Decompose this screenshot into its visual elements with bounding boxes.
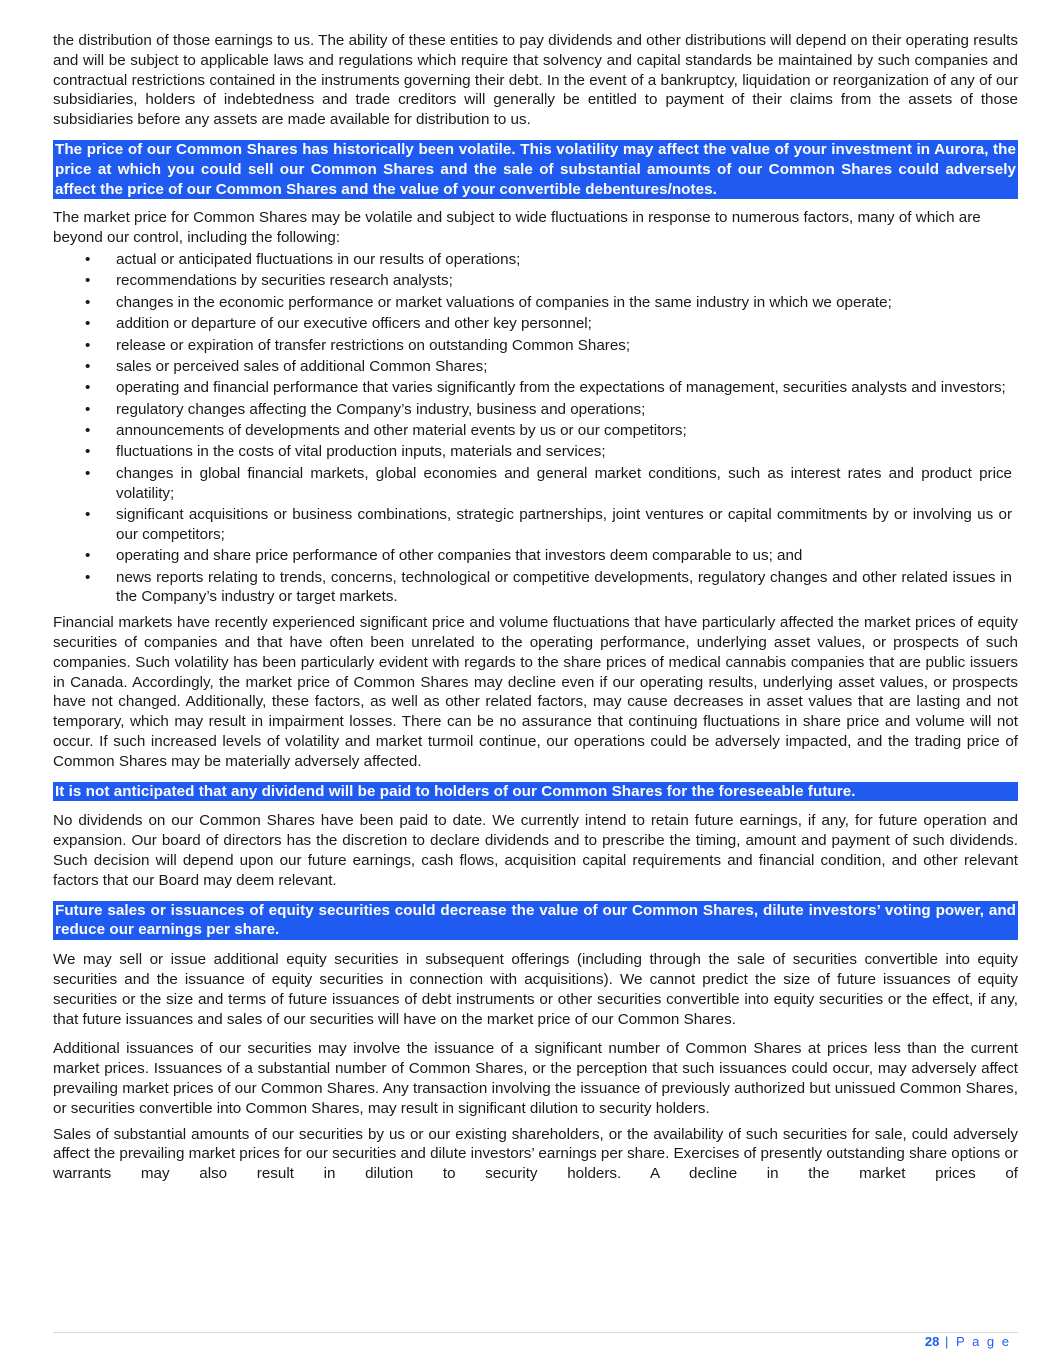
list-item: • recommendations by securities research analysts; xyxy=(85,272,453,290)
risk-heading-dividends: It is not anticipated that any dividend will be paid to holders of our Common Shares for the foreseeable future. xyxy=(53,782,1018,802)
list-item: • significant acquisitions or business combinations, strategic partnerships, joint ventures or capital commitments by or involving us or our competitors; xyxy=(85,506,1012,543)
bullet-icon: • xyxy=(85,293,91,311)
paragraph-no-dividends: No dividends on our Common Shares have been paid to date. We currently intend to retain future earnings, if any, for future operation and expansion. Our board of directors has the discretion to declare dividends and to prescribe the timing, amount and payment of such dividends. Such decision will depend upon our future earnings, cash flows, acquisition capital requirements and financial condition, and other relevant factors that our Board may deem relevant. xyxy=(53,812,1018,889)
list-item: • fluctuations in the costs of vital production inputs, materials and services; xyxy=(85,443,606,461)
list-item: • news reports relating to trends, concerns, technological or competitive developments, regulatory changes and other related issues in the Company’s industry or target markets. xyxy=(85,568,1012,606)
footer-separator: | xyxy=(945,1334,951,1349)
bullet-icon: • xyxy=(85,443,91,461)
list-item: • operating and financial performance that varies significantly from the expectations of management, securities analysts and investors; xyxy=(85,379,1006,397)
paragraph-financial-markets: Financial markets have recently experienced significant price and volume fluctuations that have particularly affected the market prices of equity securities of companies and that have often been unrelated to the operating performance, underlying asset values, or prospects of such companies. Such volatility has been particularly evident with regards to the share prices of medical cannabis companies that are public issuers in Canada. Accordingly, the market price of Common Shares may decline even if our operating results, underlying asset values, or prospects have not changed. Additionally, these factors, as well as other related factors, may cause decreases in asset values that are lasting and not temporary, which may result in impairment losses. There can be no assurance that continuing fluctuations in share price and volume will not occur. If such increased levels of volatility and market turmoil continue, our operations could be adversely impacted, and the trading price of Common Shares may be materially adversely affected. xyxy=(53,614,1018,770)
page-number: 28 xyxy=(924,1334,940,1349)
risk-heading-future-issuances: Future sales or issuances of equity securities could decrease the value of our Common Shares, dilute investors’ voting power, and reduce our earnings per share. xyxy=(55,901,1016,939)
list-item: • regulatory changes affecting the Company’s industry, business and operations; xyxy=(85,400,646,418)
list-item: • changes in the economic performance or market valuations of companies in the same industry in which we operate; xyxy=(85,293,892,311)
page-label: P a g e xyxy=(956,1334,1011,1349)
page-footer xyxy=(925,1334,1011,1349)
footer-divider xyxy=(53,1332,1018,1333)
list-item: • addition or departure of our executive officers and other key personnel; xyxy=(85,315,592,333)
list-item: • actual or anticipated fluctuations in our results of operations; xyxy=(85,250,521,268)
list-item: • sales or perceived sales of additional Common Shares; xyxy=(85,357,488,375)
bullet-icon: • xyxy=(85,464,91,482)
bullet-icon: • xyxy=(85,400,91,418)
risk-heading-price-volatility: The price of our Common Shares has historically been volatile. This volatility may affect the value of your investment in Aurora, the price at which you could sell our Common Shares and the sale of substantial amounts of our Common Shares could adversely affect the price of our Common Shares and the value of your convertible debentures/notes. xyxy=(55,140,1016,198)
list-item: • announcements of developments and other material events by us or our competitors; xyxy=(85,422,687,440)
list-item: • changes in global financial markets, global economies and general market conditions, such as interest rates and product price volatility; xyxy=(85,464,1012,502)
document-page xyxy=(53,31,1018,1184)
paragraph-additional-issuances: Additional issuances of our securities may involve the issuance of a significant number of Common Shares at prices less than the current market prices. Issuances of a substantial number of Common Shares, or the perception that such issuances could occur, may adversely affect prevailing market prices of our Common Shares. Any transaction involving the issuance of previously authorized but unissued Common Shares, or securities convertible into Common Shares, may result in significant dilution to security holders. xyxy=(53,1040,1018,1117)
bullet-icon: • xyxy=(85,315,91,333)
paragraph-market-price-intro: The market price for Common Shares may be volatile and subject to wide fluctuations in response to numerous factors, many of which are beyond our control, including the following: xyxy=(53,209,981,247)
paragraph-substantial-sales: Sales of substantial amounts of our securities by us or our existing shareholders, or the availability of such securities for sale, could adversely affect the prevailing market prices for our securities and dilute investors’ earnings per share. Exercises of presently outstanding share options or warrants may also result in dilution to security holders. A decline in the market prices of xyxy=(53,1125,1018,1183)
list-item: • release or expiration of transfer restrictions on outstanding Common Shares; xyxy=(85,336,631,354)
bullet-icon: • xyxy=(85,506,91,524)
paragraph-additional-equity: We may sell or issue additional equity securities in subsequent offerings (including through the sale of securities convertible into equity securities and the issuance of equity securities in connection with acquisitions). We cannot predict the size of future issuances of equity securities or the size and terms of future issuances of debt instruments or other securities convertible into equity securities or the effect, if any, that future issuances and sales of our securities will have on the market price of our Common Shares. xyxy=(53,951,1018,1028)
bullet-icon: • xyxy=(85,357,91,375)
bullet-icon: • xyxy=(85,422,91,440)
bullet-icon: • xyxy=(85,250,91,268)
bullet-icon: • xyxy=(85,547,91,565)
paragraph-distribution: the distribution of those earnings to us. The ability of these entities to pay dividends and other distributions will depend on their operating results and will be subject to applicable laws and regulations which require that solvency and capital standards be maintained by such companies and contractual restrictions contained in the instruments governing their debt. In the event of a bankruptcy, liquidation or reorganization of any of our subsidiaries, holders of indebtedness and trade creditors will generally be entitled to payment of their claims from the assets of those subsidiaries before any assets are made available for distribution to us. xyxy=(53,32,1018,129)
bullet-icon: • xyxy=(85,272,91,290)
bullet-icon: • xyxy=(85,336,91,354)
bullet-icon: • xyxy=(85,568,91,586)
factor-list xyxy=(53,250,1018,607)
bullet-icon: • xyxy=(85,379,91,397)
list-item: • operating and share price performance of other companies that investors deem comparable to us; and xyxy=(85,547,803,565)
